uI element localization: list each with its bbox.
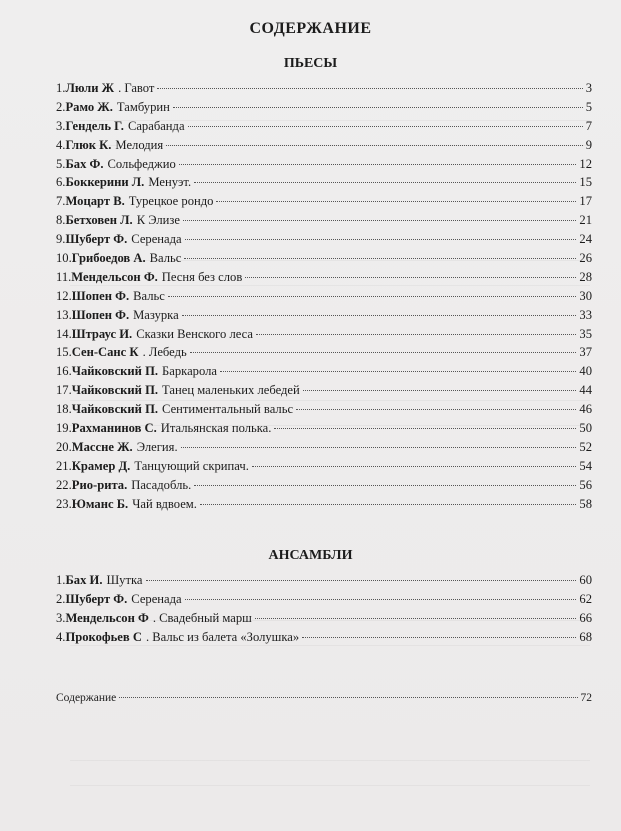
entry-composer: Прокофьев С [65,629,142,644]
dot-leader [119,697,577,698]
entry-composer: Рахманинов С. [71,421,157,436]
toc-entry [56,571,592,590]
toc-entry [56,590,592,609]
entry-composer: Глюк К. [65,137,112,152]
toc-entry [56,117,592,136]
entry-page-number: 17 [579,194,592,209]
entry-composer: Люли Ж [65,81,115,95]
toc-entry [56,457,592,476]
entry-title: Шутка [106,573,143,587]
entry-number: 1. [56,81,66,95]
entry-page-number: 40 [579,364,592,379]
entry-page-number: 46 [579,402,592,417]
entry-title: Пасадобль. [131,477,192,492]
toc-entry [56,362,592,381]
entry-number: 6. [56,175,66,190]
entry-page-number: 26 [579,251,592,266]
entry-composer: Юманс Б. [71,496,129,511]
dot-leader [182,315,577,316]
entry-composer: Чайковский П. [71,383,159,398]
entry-title: Сарабанда [127,118,185,133]
dot-leader [274,428,576,429]
entry-composer: Моцарт В. [65,194,125,209]
dot-leader [220,371,576,372]
entry-page-number: 15 [579,175,592,190]
entry-page-number: 33 [579,307,592,322]
toc-entry [56,343,592,362]
entry-number: 10. [56,251,72,266]
entry-composer: Рио-рита. [71,477,128,492]
entry-page-number: 54 [579,458,592,473]
dot-leader [256,334,576,335]
toc-entry [56,306,592,325]
entry-page-number: 37 [579,345,592,360]
toc-entry [56,476,592,495]
dot-leader [188,126,583,127]
footer-label: Содержание [56,692,117,704]
entry-title: Мелодия [115,137,164,152]
entry-page-number: 21 [579,213,592,228]
entry-number: 4. [56,629,66,644]
dot-leader [296,409,576,410]
dot-leader [255,618,577,619]
entry-title: Итальянская полька. [160,421,272,436]
entry-page-number: 24 [579,232,592,247]
dot-leader [185,599,577,600]
entry-composer: Штраус И. [71,326,133,341]
entry-number: 9. [56,232,66,247]
entry-title: Танец маленьких лебедей [162,383,300,398]
entry-number: 3. [56,610,66,625]
entry-title: Турецкое рондо [128,194,214,209]
footer-page-number: 72 [580,692,592,704]
dot-leader [168,296,577,297]
entry-page-number: 52 [579,439,592,454]
entry-title: Вальс [149,251,182,266]
page-title: СОДЕРЖАНИЕ [249,20,372,37]
toc-entry [56,79,592,98]
entry-number: 8. [56,213,66,228]
entry-composer: Мендельсон Ф [65,610,149,625]
entry-page-number: 28 [579,269,592,284]
dot-leader [200,504,576,505]
entry-page-number: 30 [579,288,592,303]
entry-composer: Рамо Ж. [65,99,113,114]
entry-page-number: 5 [585,99,592,114]
entry-page-number: 35 [579,326,592,341]
entry-title: . Гавот [118,81,155,95]
entry-composer: Бетховен Л. [65,213,133,228]
dot-leader [252,466,577,467]
entry-title: Сольфеджио [107,156,176,171]
entry-title: Тамбурин [116,99,170,114]
entry-title: Серенада [131,232,182,247]
entry-page-number: 62 [579,591,592,606]
entry-number: 2. [56,99,66,114]
entry-composer: Массне Ж. [71,439,133,454]
entry-title: Танцующий скрипач. [134,458,249,473]
entry-title: Серенада [131,591,182,606]
dot-leader [157,88,582,89]
dot-leader [183,220,576,221]
entry-composer: Чайковский П. [71,402,159,417]
entry-number: 1. [56,573,66,587]
entry-number: 15. [56,345,72,360]
entry-page-number: 68 [579,629,592,644]
entry-number: 17. [56,383,72,398]
section-title-ensembles: АНСАМБЛИ [268,548,353,563]
entry-page-number: 50 [579,421,592,436]
entry-title: Сентиментальный вальс [162,402,294,417]
toc-entry [56,287,592,306]
entry-number: 3. [56,118,66,133]
entry-title: . Лебедь [142,345,187,360]
toc-entry [56,628,592,647]
entry-number: 20. [56,439,72,454]
entry-number: 13. [56,307,72,322]
entry-title: Менуэт. [148,175,192,190]
toc-entry [56,173,592,192]
dot-leader [303,390,577,391]
entry-title: Сказки Венского леса [136,326,253,341]
entry-page-number: 7 [585,118,592,133]
entry-page-number: 3 [585,81,592,95]
toc-entry [56,325,592,344]
toc-entry [56,400,592,419]
toc-entry [56,609,592,628]
entry-number: 11. [56,269,72,284]
entry-page-number: 44 [579,383,592,398]
entry-number: 19. [56,421,72,436]
entry-title: Чай вдвоем. [132,496,197,511]
toc-entry [56,230,592,249]
dot-leader [190,352,577,353]
dot-leader [216,201,576,202]
entry-composer: Шопен Ф. [71,307,130,322]
entry-page-number: 58 [579,496,592,511]
entry-number: 12. [56,288,72,303]
toc-entry [56,155,592,174]
toc-entry [56,211,592,230]
toc-entry [56,268,592,287]
entry-composer: Шопен Ф. [71,288,130,303]
toc-list-pieces [56,79,592,513]
entry-number: 4. [56,137,66,152]
entry-composer: Боккерини Л. [65,175,145,190]
entry-page-number: 60 [579,573,592,587]
entry-title: К Элизе [136,213,180,228]
entry-number: 22. [56,477,72,492]
toc-entry [56,419,592,438]
dot-leader [194,182,576,183]
dot-leader [185,239,577,240]
entry-composer: Сен-Санс К [71,345,139,360]
toc-entry [56,192,592,211]
toc-entry [56,438,592,457]
entry-page-number: 9 [585,137,592,152]
entry-number: 7. [56,194,66,209]
entry-number: 2. [56,591,66,606]
section-title-pieces: ПЬЕСЫ [283,56,338,71]
entry-composer: Шуберт Ф. [65,232,128,247]
dot-leader [184,258,576,259]
entry-number: 21. [56,458,72,473]
entry-composer: Бах И. [65,573,103,587]
toc-entry [56,249,592,268]
entry-number: 14. [56,326,72,341]
entry-composer: Гендель Г. [65,118,124,133]
toc-entry [56,381,592,400]
entry-composer: Шуберт Ф. [65,591,128,606]
entry-title: Вальс [133,288,165,303]
entry-page-number: 66 [579,610,592,625]
toc-entry [56,98,592,117]
dot-leader [302,637,576,638]
dot-leader [245,277,576,278]
entry-number: 16. [56,364,72,379]
entry-composer: Бах Ф. [65,156,104,171]
dot-leader [179,164,577,165]
entry-title: Мазурка [133,307,179,322]
entry-number: 5. [56,156,66,171]
entry-composer: Чайковский П. [71,364,159,379]
entry-page-number: 12 [579,156,592,171]
entry-number: 23. [56,496,72,511]
entry-title: . Свадебный марш [152,610,252,625]
entry-composer: Грибоедов А. [71,251,146,266]
toc-entry [56,136,592,155]
dot-leader [181,447,577,448]
toc-entry [56,495,592,514]
dot-leader [146,580,577,581]
entry-composer: Мендельсон Ф. [71,269,158,284]
entry-title: . Вальс из балета «Золушка» [145,629,300,644]
entry-page-number: 56 [579,477,592,492]
dot-leader [173,107,583,108]
staff-watermark [70,760,590,786]
entry-number: 18. [56,402,72,417]
toc-list-ensembles [56,571,592,647]
entry-title: Песня без слов [161,269,243,284]
toc-footer-entry [56,692,592,704]
entry-title: Баркарола [162,364,217,379]
entry-composer: Крамер Д. [71,458,131,473]
entry-title: Элегия. [136,439,178,454]
dot-leader [166,145,583,146]
dot-leader [194,485,576,486]
